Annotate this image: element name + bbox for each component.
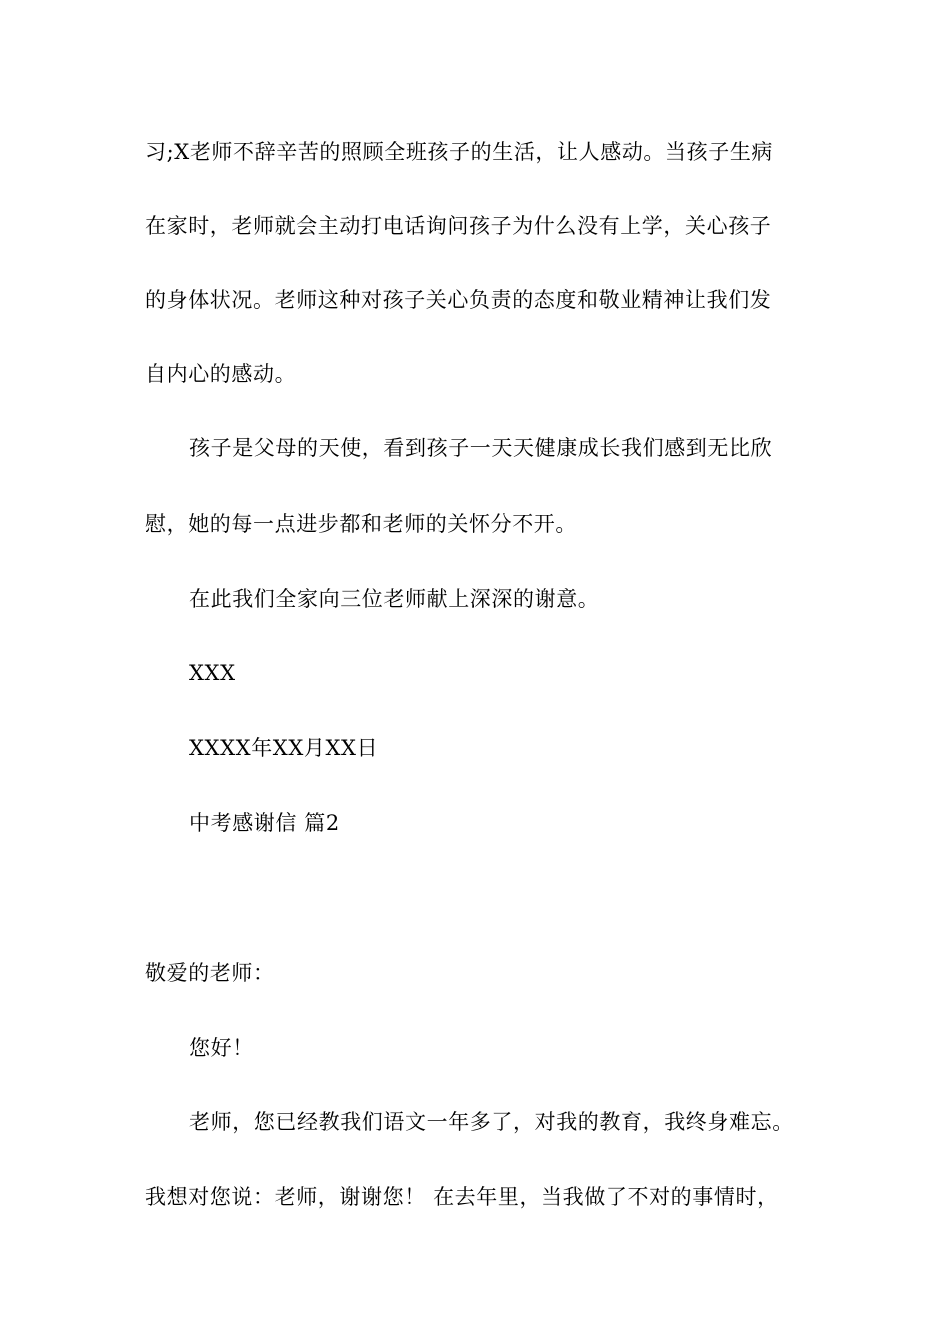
paragraph-line: 孩子是父母的天使，看到孩子一天天健康成长我们感到无比欣 (189, 436, 773, 460)
paragraph-line: 自内心的感动。 (145, 362, 297, 386)
paragraph-line: 慰，她的每一点进步都和老师的关怀分不开。 (145, 512, 577, 536)
signature-name: XXX (189, 661, 236, 685)
paragraph-line: 习;X老师不辞辛苦的照顾全班孩子的生活，让人感动。当孩子生病 (145, 140, 774, 164)
paragraph-line: 我想对您说：老师，谢谢您！ 在去年里，当我做了不对的事情时， (145, 1185, 779, 1209)
paragraph-line: 在家时，老师就会主动打电话询问孩子为什么没有上学，关心孩子 (145, 214, 772, 238)
section-heading: 中考感谢信 篇2 (189, 811, 340, 835)
salutation: 敬爱的老师： (145, 961, 275, 985)
paragraph-line: 老师，您已经教我们语文一年多了，对我的教育，我终身难忘。 (189, 1110, 794, 1134)
closing-sentence: 在此我们全家向三位老师献上深深的谢意。 (189, 587, 600, 611)
paragraph-line: 的身体状况。老师这种对孩子关心负责的态度和敬业精神让我们发 (145, 288, 772, 312)
signature-date: XXXX年XX月XX日 (189, 736, 379, 760)
greeting: 您好！ (189, 1036, 254, 1060)
